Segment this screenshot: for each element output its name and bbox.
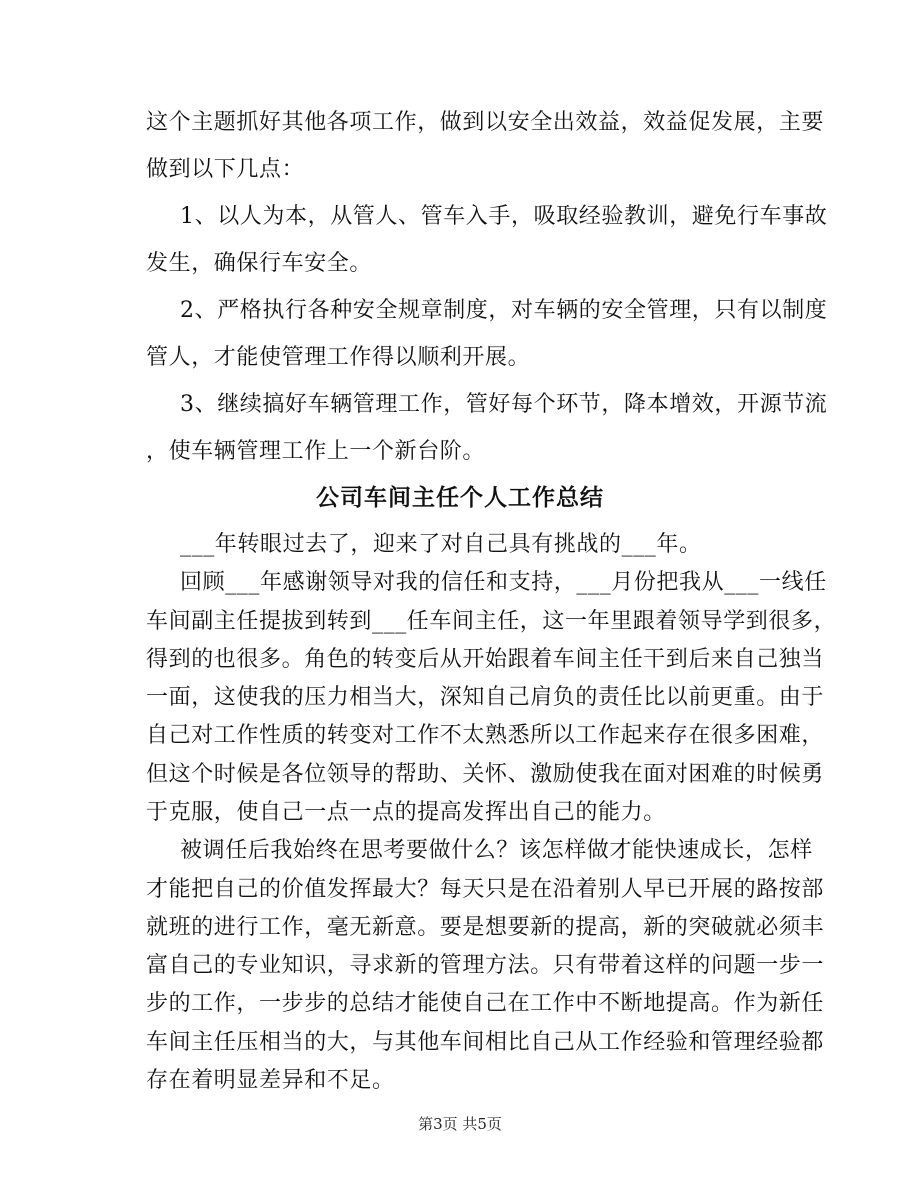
text-line: ___年转眼过去了，迎来了对自己具有挑战的___年。	[180, 532, 702, 557]
text-line: 管人，才能使管理工作得以顺利开展。	[146, 345, 531, 370]
text-line: 被调任后我始终在思考要做什么？该怎样做才能快速成长，怎样	[180, 838, 813, 863]
text-line: 才能把自己的价值发挥最大？每天只是在沿着别人早已开展的路按部	[146, 877, 825, 902]
text-line: 3、继续搞好车辆管理工作，管好每个环节，降本增效，开源节流	[180, 392, 828, 417]
section-title: 公司车间主任个人工作总结	[316, 485, 604, 511]
text-line: 车间主任压相当的大，与其他车间相比自己从工作经验和管理经验都	[146, 1030, 825, 1055]
page-footer: 第3页 共5页	[418, 1115, 502, 1133]
text-line: 车间副主任提拔到转到___任车间主任，这一年里跟着领导学到很多，	[146, 609, 837, 634]
text-line: 2、严格执行各种安全规章制度，对车辆的安全管理，只有以制度	[180, 298, 828, 323]
text-line: 1、以人为本，从管人、管车入手，吸取经验教训，避免行车事故	[180, 204, 828, 229]
text-line: 得到的也很多。角色的转变后从开始跟着车间主任干到后来自己独当	[146, 647, 825, 672]
text-line: 一面，这使我的压力相当大，深知自己肩负的责任比以前更重。由于	[146, 685, 825, 710]
text-line: 富自己的专业知识，寻求新的管理方法。只有带着这样的问题一步一	[146, 953, 825, 978]
text-line: 自己对工作性质的转变对工作不太熟悉所以工作起来存在很多困难，	[146, 723, 825, 748]
text-line: 做到以下几点：	[146, 157, 305, 182]
text-line: 但这个时候是各位领导的帮助、关怀、激励使我在面对困难的时候勇	[146, 762, 825, 787]
text-line: 回顾___年感谢领导对我的信任和支持，___月份把我从___一线任	[180, 570, 827, 595]
text-line: 就班的进行工作，毫无新意。要是想要新的提高，新的突破就必须丰	[146, 915, 825, 940]
text-line: ，使车辆管理工作上一个新台阶。	[146, 439, 486, 464]
text-line: 步的工作，一步步的总结才能使自己在工作中不断地提高。作为新任	[146, 991, 825, 1016]
text-line: 发生，确保行车安全。	[146, 251, 373, 276]
text-line: 于克服，使自己一点一点的提高发挥出自己的能力。	[146, 800, 666, 825]
text-line: 这个主题抓好其他各项工作，做到以安全出效益，效益促发展，主要	[146, 110, 825, 135]
text-line: 存在着明显差异和不足。	[146, 1068, 395, 1093]
